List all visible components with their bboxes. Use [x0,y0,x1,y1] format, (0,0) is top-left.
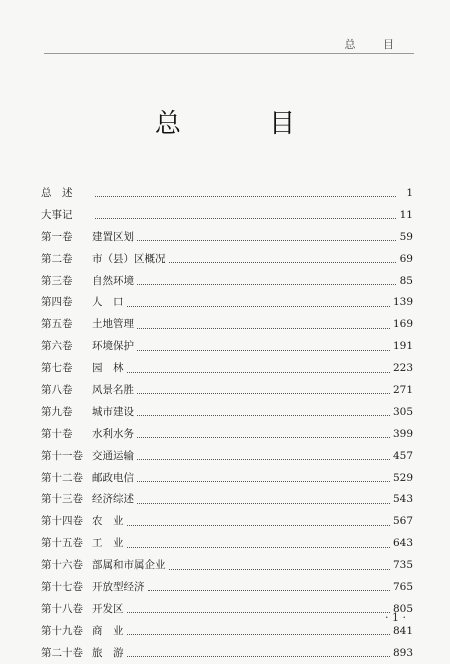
toc-volume-number: 第十八卷 [41,602,83,615]
toc-page-number: 305 [392,405,413,418]
toc-page-number: 893 [392,646,413,659]
toc-volume-number: 第八卷 [41,383,73,396]
toc-entry-title: 工 业 [92,537,124,550]
toc-volume-number: 第十七卷 [41,580,83,593]
toc-entry-title: 风景名胜 [92,383,134,396]
table-of-contents [41,182,413,664]
toc-volume-number: 第二十卷 [41,646,83,659]
toc-volume-number: 第十五卷 [41,537,83,550]
toc-entry [41,270,413,292]
toc-entry-title: 人 口 [92,296,124,309]
toc-volume-number: 第三卷 [41,274,73,287]
toc-volume-number: 第十六卷 [41,559,83,572]
toc-dot-leader [137,495,390,504]
toc-page-number: 805 [392,602,413,615]
toc-dot-leader [127,648,390,657]
toc-entry-title: 邮政电信 [92,471,134,484]
toc-page-number: 69 [399,252,413,265]
header-rule [44,53,414,54]
toc-entry [41,357,413,379]
toc-volume-number: 第七卷 [41,362,73,375]
toc-volume-number: 第十四卷 [41,515,83,528]
toc-entry-title: 环境保护 [92,340,134,353]
toc-page-number: 191 [392,340,413,353]
toc-entry [41,291,413,313]
toc-entry [41,598,413,620]
toc-page-number: 85 [399,274,413,287]
toc-entry [41,642,413,664]
toc-dot-leader [127,364,390,373]
toc-entry-title: 开发区 [92,602,124,615]
toc-entry [41,510,413,532]
toc-entry [41,335,413,357]
toc-page-number: 399 [392,427,413,440]
toc-page-number: 1 [406,186,413,199]
toc-dot-leader [127,539,390,548]
toc-volume-number: 第一卷 [41,230,73,243]
toc-dot-leader [137,429,390,438]
toc-page-number: 543 [392,493,413,506]
toc-volume-number: 第九卷 [41,405,73,418]
toc-entry [41,248,413,270]
toc-dot-leader [95,210,396,219]
toc-entry-title: 农 业 [92,515,124,528]
toc-volume-number: 第十卷 [41,427,73,440]
toc-dot-leader [137,407,390,416]
toc-dot-leader [137,320,390,329]
toc-entry-title: 大事记 [41,208,73,221]
toc-dot-leader [137,276,396,285]
toc-entry [41,313,413,335]
toc-volume-number: 第十二卷 [41,471,83,484]
toc-entry-title: 园 林 [92,362,124,375]
toc-entry-title: 水利水务 [92,427,134,440]
toc-entry [41,554,413,576]
toc-volume-number: 第六卷 [41,340,73,353]
toc-page-number: 529 [392,471,413,484]
toc-entry-title: 部属和市属企业 [92,559,166,572]
toc-entry [41,467,413,489]
toc-page-number: 169 [392,318,413,331]
toc-volume-number: 第四卷 [41,296,73,309]
toc-volume-number: 第十九卷 [41,624,83,637]
toc-page-number: 765 [392,580,413,593]
toc-dot-leader [137,232,396,241]
toc-entry-title: 总 述 [41,186,73,199]
toc-entry [41,532,413,554]
toc-dot-leader [169,254,397,263]
toc-entry-title: 市（县）区概况 [92,252,166,265]
toc-entry-title: 开放型经济 [92,580,145,593]
toc-page-number: 11 [399,208,413,221]
toc-entry [41,445,413,467]
toc-page-number: 567 [392,515,413,528]
toc-dot-leader [127,626,390,635]
toc-entry-title: 建置区划 [92,230,134,243]
toc-entry-title: 交通运输 [92,449,134,462]
toc-dot-leader [169,561,390,570]
toc-dot-leader [137,473,390,482]
toc-entry [41,204,413,226]
toc-entry [41,182,413,204]
toc-entry-title: 商 业 [92,624,124,637]
toc-volume-number: 第十一卷 [41,449,83,462]
toc-page-number: 139 [392,296,413,309]
toc-entry [41,401,413,423]
toc-entry [41,226,413,248]
toc-dot-leader [137,451,390,460]
toc-entry [41,379,413,401]
toc-entry [41,488,413,510]
toc-entry-title: 经济综述 [92,493,134,506]
toc-page-number: 457 [392,449,413,462]
running-head: 总 目 [344,38,406,51]
toc-entry [41,423,413,445]
toc-page-number: 59 [399,230,413,243]
toc-entry-title: 自然环境 [92,274,134,287]
toc-page-number: 841 [392,624,413,637]
toc-entry-title: 城市建设 [92,405,134,418]
toc-entry [41,576,413,598]
toc-page-number: 735 [392,559,413,572]
toc-dot-leader [137,342,390,351]
toc-volume-number: 第五卷 [41,318,73,331]
toc-dot-leader [95,188,396,197]
toc-dot-leader [127,604,390,613]
toc-entry [41,620,413,642]
toc-dot-leader [148,582,390,591]
toc-dot-leader [127,298,390,307]
toc-volume-number: 第十三卷 [41,493,83,506]
toc-dot-leader [137,385,390,394]
toc-dot-leader [127,517,390,526]
toc-entry-title: 旅 游 [92,646,124,659]
toc-page-number: 271 [392,383,413,396]
toc-entry-title: 土地管理 [92,318,134,331]
page-title: 总 目 [154,109,336,139]
toc-page-number: 223 [392,362,413,375]
toc-page-number: 643 [392,537,413,550]
toc-volume-number: 第二卷 [41,252,73,265]
page-number: · 1 · [385,611,406,624]
